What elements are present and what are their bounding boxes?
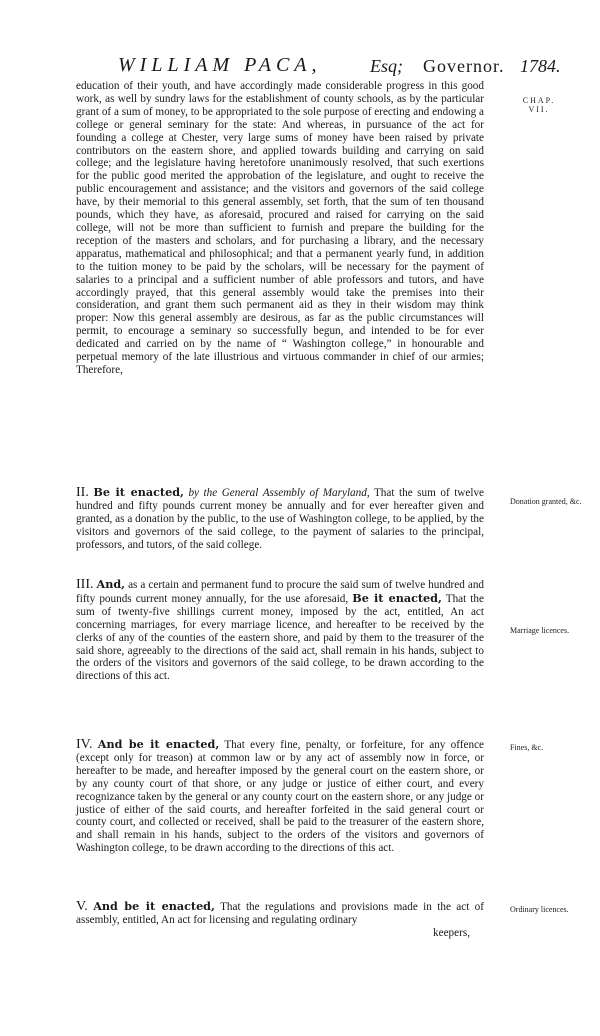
section-text: That the regulations and provisions made in the act of assembly, entitled, An act for licensing and regulating ordinary — [76, 901, 485, 926]
section-number: V. — [76, 899, 88, 914]
section-number: II. — [76, 485, 89, 500]
running-head-esq: Esq; — [370, 56, 403, 76]
running-head-name: WILLIAM PACA, — [118, 54, 322, 76]
section-authority-phrase: by the General Assembly of Maryland, — [188, 487, 370, 499]
running-head-title: Governor. — [423, 56, 505, 76]
section-text: That every fine, penalty, or forfeiture, for any offence (except only for treason) at common law or by any act of assembly now in force, or hereafter to be made, and hereafter imposed by the general court on the eastern shore, or by any county court of that shore, or any judge or justice of either court, and every recognizance taken by the general or any county court on the eastern shore, or any judge or justice of either of the said courts, and hereafter forfeited in the said general court or county court, and collected or received, shall be paid to the treasurer of the eastern shore, and shall remain in his hands, subject to the orders of the visitors and governors of Washington college, to be drawn according to the directions of this act. — [76, 739, 485, 855]
section-enacting-phrase-2: Be it enacted, — [352, 590, 442, 605]
catchword: keepers, — [433, 926, 470, 939]
margin-chap-label: CHAP. — [522, 96, 556, 105]
section-2 — [76, 486, 484, 552]
section-text: That the sum of twelve hundred and fifty pounds current money be annually and for ever hereafter given and granted, as a donation by the public, to the use of Washington college, to be applied, by the visitors and governors of the said college, to the payment of salaries to the principal, professors, and tutors, of the said college. — [76, 487, 485, 551]
section-number: IV. — [76, 737, 93, 752]
section-number: III. — [76, 577, 94, 592]
running-head-year: 1784. — [520, 56, 561, 76]
section-text-2: That the sum of twenty-five shillings current money, imposed by the act, entitled, An act concerning marriages, for every marriage licence, and hereafter to be received by the clerks of any of the counties of the eastern shore, and paid by them to the treasurer of the said shore, agreeably to the directions of the said act, shall remain in his hands, subject to the orders of the visitors and governors of the said college, to be drawn according to the directions of this act. — [76, 592, 484, 683]
section-4 — [76, 738, 484, 855]
section-enacting-phrase: And be it enacted, — [97, 737, 220, 751]
running-head — [118, 50, 588, 80]
preamble-text: education of their youth, and have accordingly made considerable progress in this good work, as well by sundry laws for the establishment of county schools, as by the particular grant of a sum of money, to be appropriated to the sole purpose of erecting and endowing a college or general seminary for the state: And whereas, in pursuance of the act for founding a college at Chester, very large sums of money have been raised by private contributors on the eastern shore, and applied towards building and carrying on said college; and the legislature having heretofore unanimously resolved, that such exertions for the public good merited the approbation of the legislature, and ought to receive the public encouragement and assistance; and the visitors and governors of the said college have, by their memorial to this general assembly, set forth, that the sum of ten thousand pounds, which they have, as aforesaid, procured and raised for carrying on the said college, will not be more than sufficient to furnish and prepare the building for the reception of the masters and scholars, and for purchasing a library, and the necessary apparatus, mathematical and philosophical; and that a permanent yearly fund, in addition to the tuition money to be paid by the scholars, will be necessary for the payment of salaries to a principal and a sufficient number of able professors and tutors, and have accordingly prayed, that this general assembly would take the premises into their consideration, and grant them such permanent aid as they in their wisdom may think proper: Now this general assembly are desirous, as far as the public circumstances will permit, to encourage a seminary so successfully begun, and intended to be for ever dedicated and carried on by the name of “ Washington college,” in honourable and perpetual memory of the late illustrious and virtuous commander in chief of our armies; Therefore, — [76, 80, 484, 376]
section-enacting-phrase: And be it enacted, — [93, 899, 215, 913]
section-enacting-phrase: And, — [96, 577, 126, 591]
preamble-paragraph — [76, 80, 484, 377]
section-3 — [76, 578, 484, 683]
margin-note-ordinary: Ordinary licences. — [510, 905, 569, 914]
section-enacting-phrase: Be it enacted, — [93, 485, 184, 499]
margin-note-donation: Donation granted, &c. — [510, 497, 582, 506]
section-text: as a certain and permanent fund to procure the said sum of twelve hundred and fifty pounds current money annually, for the use aforesaid, — [76, 579, 485, 605]
margin-note-fines: Fines, &c. — [510, 743, 544, 752]
margin-chap-number: VII. — [528, 105, 550, 114]
margin-chapter — [510, 96, 568, 114]
section-5 — [76, 900, 484, 940]
margin-note-marriage: Marriage licences. — [510, 626, 570, 635]
